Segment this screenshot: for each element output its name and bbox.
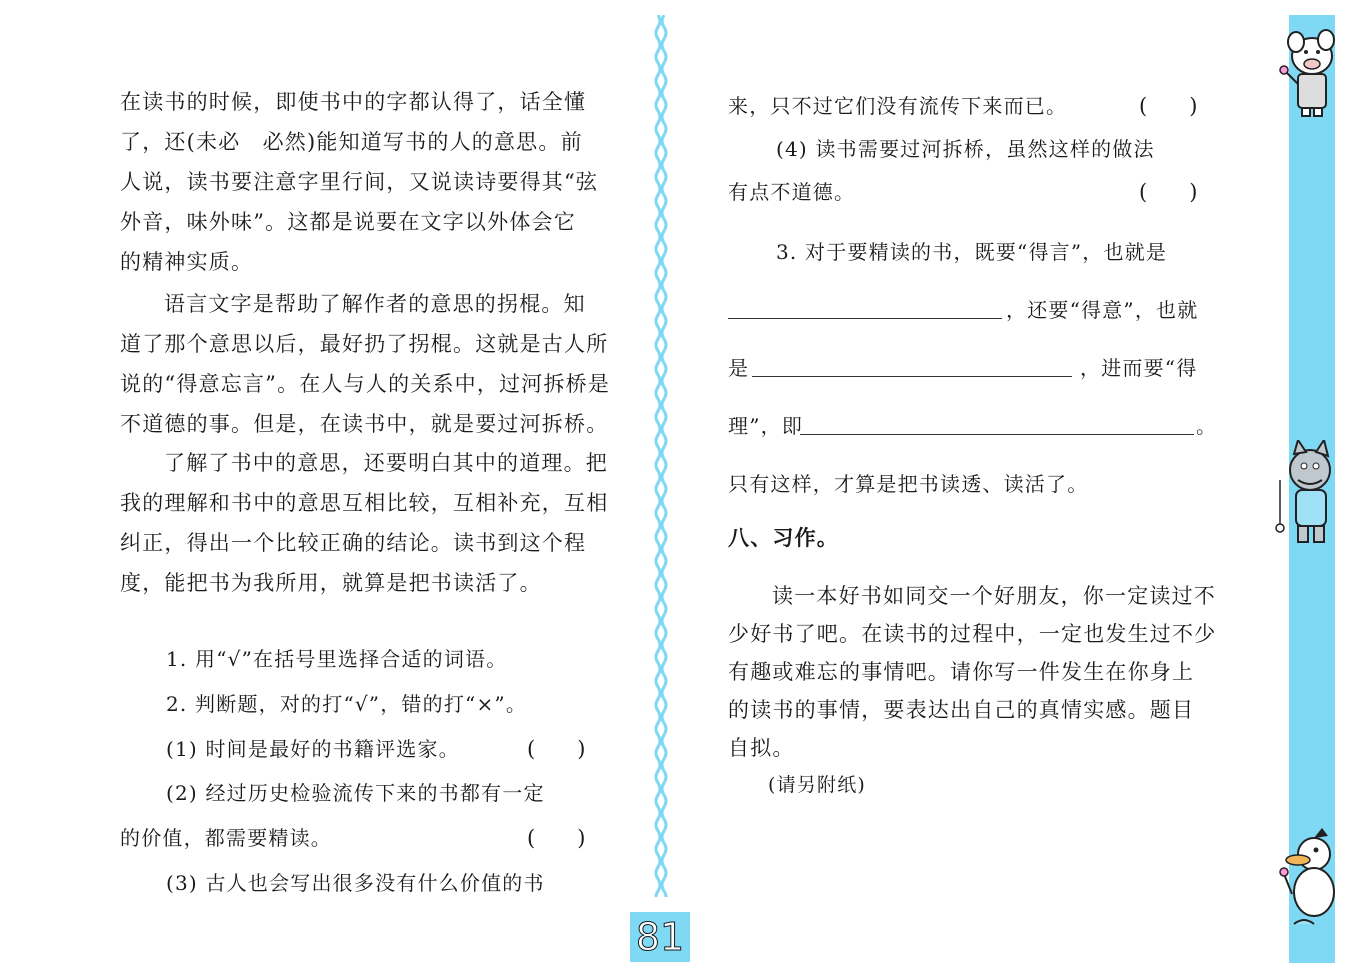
answer-paren-j2[interactable]: ( ): [527, 826, 586, 850]
left-p2-line4: 不道德的事。但是，在读书中，就是要过河拆桥。: [120, 412, 609, 436]
question-2: 2. 判断题，对的打“√”，错的打“×”。: [166, 692, 528, 716]
question-1: 1. 用“√”在括号里选择合适的词语。: [166, 647, 508, 671]
judge-2-line2: 的价值，都需要精读。: [120, 826, 332, 850]
pig-mascot-icon: [1272, 28, 1346, 118]
page-number: 81: [630, 912, 690, 962]
essay-line4: 的读书的事情，要表达出自己的真情实感。题目: [728, 698, 1195, 722]
left-p1-line1: 在读书的时候，即使书中的字都认得了，话全懂: [120, 90, 587, 114]
duck-mascot-icon: [1270, 828, 1346, 932]
answer-paren-j3[interactable]: ( ): [1139, 94, 1198, 118]
judge-4-line1: (4) 读书需要过河拆桥，虽然这样的做法: [776, 137, 1155, 161]
question-3-line3-post: ，进而要“得: [1080, 356, 1198, 380]
blank-2[interactable]: [752, 376, 1072, 377]
left-p3-line2: 我的理解和书中的意思互相比较，互相补充，互相: [120, 491, 609, 515]
wolf-mascot-icon: [1268, 440, 1346, 550]
essay-line5: 自拟。: [728, 736, 795, 760]
essay-line3: 有趣或难忘的事情吧。请你写一件发生在你身上: [728, 660, 1195, 684]
left-p2-line2: 道了那个意思以后，最好扔了拐棍。这就是古人所: [120, 332, 609, 356]
essay-line2: 少好书了吧。在读书的过程中，一定也发生过不少: [728, 622, 1217, 646]
blank-3[interactable]: [800, 434, 1194, 435]
essay-line1: 读一本好书如同交一个好朋友，你一定读过不: [772, 584, 1216, 608]
blank-1[interactable]: [728, 318, 1002, 319]
judge-1: (1) 时间是最好的书籍评选家。: [166, 737, 460, 761]
left-p2-line3: 说的“得意忘言”。在人与人的关系中，过河拆桥是: [120, 372, 611, 396]
left-p2-line1: 语言文字是帮助了解作者的意思的拐棍。知: [164, 292, 586, 316]
question-3-line4-post: 。: [1196, 414, 1218, 438]
question-3-line1: 3. 对于要精读的书，既要“得言”，也就是: [776, 240, 1168, 264]
judge-3-line1: (3) 古人也会写出很多没有什么价值的书: [166, 871, 545, 895]
left-p3-line3: 纠正，得出一个比较正确的结论。读书到这个程: [120, 531, 587, 555]
left-p1-line2: 了，还(未必 必然)能知道写书的人的意思。前: [120, 130, 583, 154]
question-3-line4-pre: 理”，即: [728, 414, 804, 438]
judge-4-line2: 有点不道德。: [728, 180, 856, 204]
left-p3-line4: 度，能把书为我所用，就算是把书读活了。: [120, 571, 542, 595]
wavy-divider: [654, 15, 668, 897]
question-3-line5: 只有这样，才算是把书读透、读活了。: [728, 472, 1089, 496]
judge-3-line2: 来，只不过它们没有流传下来而已。: [728, 94, 1068, 118]
essay-note: (请另附纸): [768, 774, 867, 796]
left-p1-line5: 的精神实质。: [120, 250, 254, 274]
question-3-line3-pre: 是: [728, 356, 750, 380]
section-8-heading: 八、习作。: [728, 525, 839, 550]
left-p3-line1: 了解了书中的意思，还要明白其中的道理。把: [164, 451, 608, 475]
left-p1-line3: 人说，读书要注意字里行间，又说读诗要得其“弦: [120, 170, 599, 194]
left-p1-line4: 外音，味外味”。这都是说要在文字以外体会它: [120, 210, 576, 234]
judge-2-line1: (2) 经过历史检验流传下来的书都有一定: [166, 781, 545, 805]
answer-paren-j1[interactable]: ( ): [527, 737, 586, 761]
answer-paren-j4[interactable]: ( ): [1139, 180, 1198, 204]
question-3-line2: ，还要“得意”，也就: [1006, 298, 1199, 322]
